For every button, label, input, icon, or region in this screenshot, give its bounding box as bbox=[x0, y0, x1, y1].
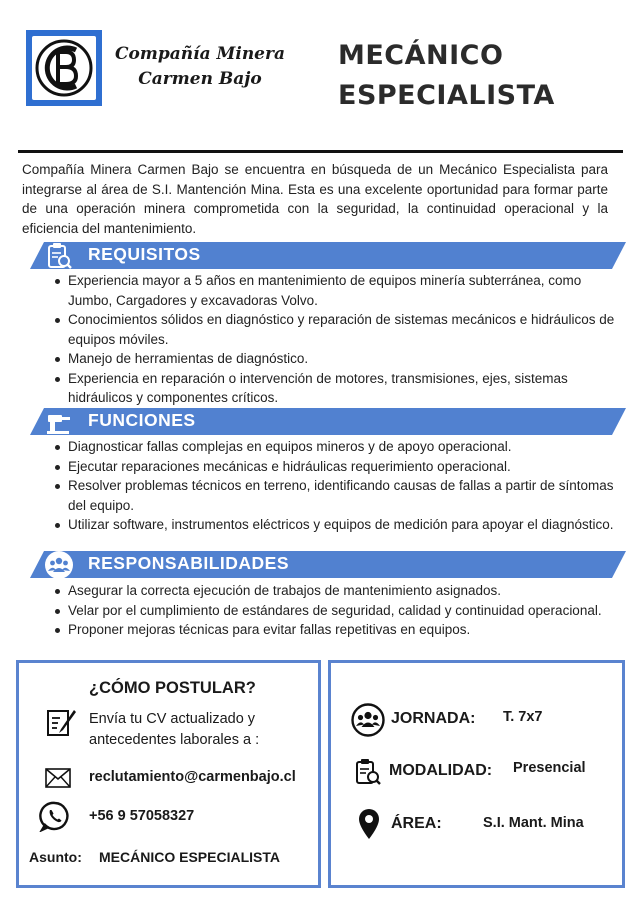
list-item: Velar por el cumplimiento de estándares de seguridad, calidad y continuidad operacional. bbox=[56, 601, 616, 621]
subject-value: MECÁNICO ESPECIALISTA bbox=[99, 849, 280, 865]
job-title-line1: MECÁNICO bbox=[338, 40, 504, 71]
team-icon bbox=[44, 550, 74, 580]
area-value: S.I. Mant. Mina bbox=[483, 815, 584, 831]
apply-instructions-line1: Envía tu CV actualizado y bbox=[89, 711, 256, 727]
company-logo bbox=[26, 30, 102, 106]
apply-panel bbox=[16, 660, 321, 888]
envelope-icon bbox=[45, 768, 71, 788]
intro-paragraph: Compañía Minera Carmen Bajo se encuentra en búsqueda de un Mecánico Especialista para integrarse al área de S.I. Mantención Mina. Esta es una excelente oportunidad para formar parte de una operación minera comprometida con la seguridad, la continuidad operacional y la eficiencia del mantenimiento. bbox=[22, 162, 608, 236]
clipboard-search-icon bbox=[353, 757, 383, 787]
area-label: ÁREA: bbox=[391, 815, 442, 832]
section-title-responsabilidades: RESPONSABILIDADES bbox=[88, 553, 290, 573]
apply-instructions bbox=[89, 709, 259, 751]
section-header-funciones bbox=[30, 408, 626, 435]
list-item: Experiencia en reparación o intervención de motores, transmisiones, ejes, sistemas hidráulicos y componentes críticos. bbox=[56, 369, 616, 408]
company-name bbox=[110, 42, 290, 92]
logo-monogram-icon bbox=[32, 36, 96, 100]
requisitos-list bbox=[56, 271, 616, 408]
whatsapp-icon bbox=[39, 800, 71, 832]
section-title-requisitos: REQUISITOS bbox=[88, 244, 201, 264]
list-item: Diagnosticar fallas complejas en equipos mineros y de apoyo operacional. bbox=[56, 437, 616, 457]
drill-tool-icon bbox=[44, 407, 74, 437]
section-header-responsabilidades bbox=[30, 551, 626, 578]
jornada-label: JORNADA: bbox=[391, 710, 476, 727]
company-name-line1: Compañía Minera bbox=[115, 44, 285, 64]
list-item: Manejo de herramientas de diagnóstico. bbox=[56, 349, 616, 369]
company-name-line2: Carmen Bajo bbox=[138, 69, 262, 89]
section-header-requisitos bbox=[30, 242, 626, 269]
list-item: Utilizar software, instrumentos eléctricos y equipos de medición para apoyar el diagnóstico. bbox=[56, 515, 616, 535]
modalidad-label: MODALIDAD: bbox=[389, 762, 493, 779]
section-title-funciones: FUNCIONES bbox=[88, 410, 196, 430]
apply-instructions-line2: antecedentes laborales a : bbox=[89, 732, 260, 748]
job-title bbox=[338, 36, 555, 116]
header-divider bbox=[18, 150, 623, 153]
team-icon bbox=[351, 703, 385, 737]
list-item: Ejecutar reparaciones mecánicas e hidráulicas requerimiento operacional. bbox=[56, 457, 616, 477]
job-title-line2: ESPECIALISTA bbox=[338, 80, 555, 111]
list-item: Resolver problemas técnicos en terreno, identificando causas de fallas a partir de síntomas del equipo. bbox=[56, 476, 616, 515]
list-item: Asegurar la correcta ejecución de trabajos de mantenimiento asignados. bbox=[56, 581, 616, 601]
responsabilidades-list bbox=[56, 581, 616, 640]
location-pin-icon bbox=[358, 808, 380, 840]
list-item: Proponer mejoras técnicas para evitar fallas repetitivas en equipos. bbox=[56, 620, 616, 640]
clipboard-search-icon bbox=[44, 241, 74, 271]
list-item: Experiencia mayor a 5 años en mantenimiento de equipos minería subterránea, como Jumbo, Cargadores y excavadoras Volvo. bbox=[56, 271, 616, 310]
apply-title: ¿CÓMO POSTULAR? bbox=[89, 679, 256, 697]
list-item: Conocimientos sólidos en diagnóstico y reparación de sistemas mecánicos e hidráulicos de equipos móviles. bbox=[56, 310, 616, 349]
contact-email[interactable]: reclutamiento@carmenbajo.cl bbox=[89, 769, 296, 785]
funciones-list bbox=[56, 437, 616, 535]
jornada-value: T. 7x7 bbox=[503, 709, 543, 725]
subject-label: Asunto: bbox=[29, 849, 82, 865]
details-panel bbox=[328, 660, 625, 888]
contact-phone[interactable]: +56 9 57058327 bbox=[89, 808, 195, 824]
edit-document-icon bbox=[45, 707, 77, 739]
modalidad-value: Presencial bbox=[513, 760, 586, 776]
